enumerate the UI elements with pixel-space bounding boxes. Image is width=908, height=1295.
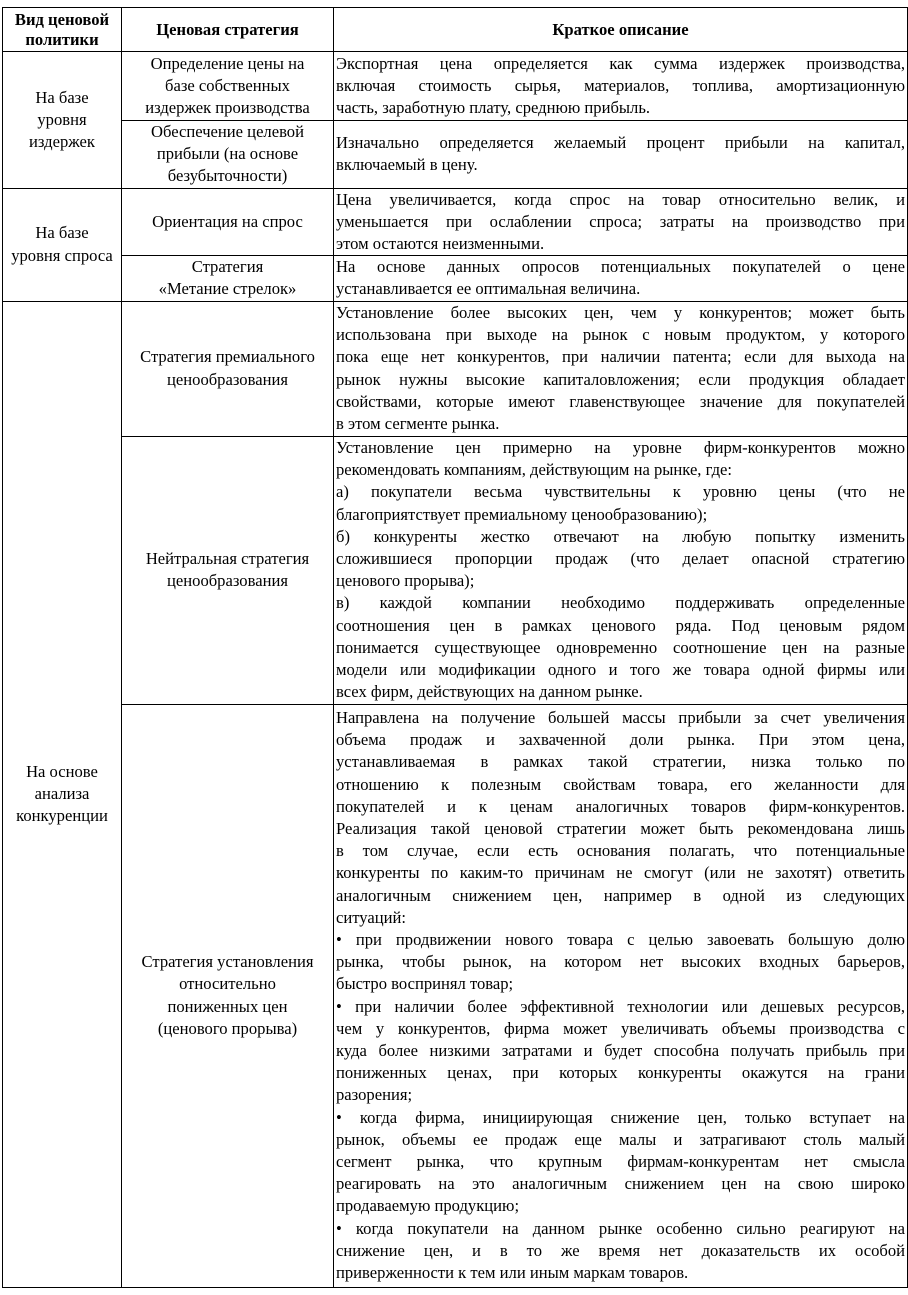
description-line: включая стоимость сырья, материалов, топлива, амортизационную xyxy=(336,75,905,95)
strategy-cell xyxy=(122,301,334,436)
table-row xyxy=(3,704,908,1287)
strategy-line: Стратегия премиального xyxy=(140,347,315,367)
strategy-line: Обеспечение целевой xyxy=(151,122,304,141)
description-line: разорения; xyxy=(336,1085,413,1105)
description-cell xyxy=(334,121,908,189)
policy-type-line: На базе xyxy=(35,223,89,243)
description-line: реагировать на это аналогичным снижением цен на свою широко xyxy=(336,1174,905,1194)
description-line: устанавливаемая в рамках такой стратегии, низка только по xyxy=(336,752,905,772)
strategy-line: «Метание стрелок» xyxy=(158,279,297,299)
description-line: этом остаются неизменными. xyxy=(336,234,545,254)
description-line: покупателей и к ценам аналогичных товаров фирм-конкурентов. xyxy=(336,796,905,816)
description-line: • когда фирма, инициирующая снижение цен, только вступает на xyxy=(336,1107,905,1127)
description-line: Реализация такой ценовой стратегии может быть рекомендована лишь xyxy=(336,819,905,838)
description-line: Изначально определяется желаемый процент прибыли на капитал, xyxy=(336,133,905,153)
strategy-line: Стратегия xyxy=(191,257,264,277)
table-row xyxy=(3,188,908,256)
header-row xyxy=(3,8,908,52)
strategy-line: Определение цены на xyxy=(150,53,305,73)
header-description: Краткое описание xyxy=(334,8,908,52)
description-line: часть, заработную плату, среднюю прибыль. xyxy=(336,98,651,118)
strategy-line: прибыли (на основе xyxy=(156,144,299,164)
description-line: • при продвижении нового товара с целью завоевать большую долю xyxy=(336,930,905,950)
table-row xyxy=(3,52,908,121)
description-line: уменьшается при ослаблении спроса; затраты на производство при xyxy=(336,211,905,231)
strategy-line: издержек производства xyxy=(145,98,310,118)
description-line: Экспортная цена определяется как сумма издержек производства, xyxy=(336,53,905,73)
strategy-cell xyxy=(122,188,334,256)
description-line: ценового прорыва); xyxy=(336,571,475,591)
description-line: приверженности к тем или иным маркам товаров. xyxy=(336,1263,689,1283)
description-line: всех фирм, действующих на данном рынке. xyxy=(336,682,643,702)
strategy-line: (ценового прорыва) xyxy=(157,1018,298,1038)
description-line: модели или модификации одного и того же товара одной фирмы или xyxy=(336,659,905,679)
description-cell xyxy=(334,704,908,1287)
strategy-line: Нейтральная стратегия xyxy=(145,548,310,568)
description-line: Направлена на получение большей массы прибыли за счет увеличения xyxy=(336,707,905,727)
description-line: На основе данных опросов потенциальных покупателей о цене xyxy=(336,257,905,277)
description-line: благоприятствует премиальному ценообразованию); xyxy=(336,504,708,524)
strategy-cell xyxy=(122,52,334,121)
description-line: в этом сегменте рынка. xyxy=(336,414,500,434)
description-cell xyxy=(334,52,908,121)
table-row xyxy=(3,436,908,704)
strategy-line: пониженных цен xyxy=(167,996,288,1016)
description-line: рекомендовать компаниям, действующим на рынке, где: xyxy=(336,460,733,480)
description-line: использована при выходе на рынок с новым продуктом, у которого xyxy=(336,325,905,345)
strategy-cell xyxy=(122,704,334,1287)
policy-type-line: уровня xyxy=(37,109,87,129)
table-row xyxy=(3,121,908,189)
strategy-cell xyxy=(122,121,334,189)
header-policy-type xyxy=(3,8,122,52)
description-line: соотношения цен в рамках ценового ряда. Под ценовым рядом xyxy=(336,615,905,635)
header-strategy: Ценовая стратегия xyxy=(122,8,334,52)
header-policy-line: Вид ценовой xyxy=(14,9,110,29)
strategy-cell xyxy=(122,436,334,704)
description-line: свойствами, которые имеют главенствующее значение для покупателей xyxy=(336,391,905,411)
description-line: конкуренты по каким-то причинам не смогут (или не захотят) ответить xyxy=(336,863,905,883)
description-line: снижение цен, и в то же время нет доказательств их особой xyxy=(336,1240,905,1260)
strategy-line: Ориентация на спрос xyxy=(152,211,303,231)
description-line: аналогичным снижением цен, например в одной из следующих xyxy=(336,885,905,905)
strategy-line: ценообразования xyxy=(167,571,288,591)
description-line: пока еще нет конкурентов, при наличии патента; если для выхода на xyxy=(336,347,905,367)
description-line: отношению к полезным свойствам товара, его желанности для xyxy=(336,774,905,794)
pricing-policy-table xyxy=(2,7,908,1288)
policy-type-line: На основе xyxy=(26,761,98,781)
description-line: сегмент рынка, что крупным фирмам-конкурентам нет смысла xyxy=(336,1152,905,1172)
header-policy-line: политики xyxy=(25,29,99,49)
description-line: в том случае, если есть основания полагать, что потенциальные xyxy=(336,841,905,861)
strategy-line: безубыточности) xyxy=(167,166,288,186)
policy-type-line: На базе xyxy=(35,87,89,107)
table-row xyxy=(3,256,908,301)
description-line: продаваемую продукцию; xyxy=(336,1196,520,1216)
policy-type-line: издержек xyxy=(29,131,95,151)
strategy-line: базе собственных xyxy=(165,75,290,95)
description-line: • когда покупатели на данном рынке особенно сильно реагируют на xyxy=(336,1218,905,1238)
policy-type-cell xyxy=(3,301,122,1287)
description-line: в) каждой компании необходимо поддерживать определенные xyxy=(336,593,905,613)
description-line: Цена увеличивается, когда спрос на товар относительно велик, и xyxy=(336,189,905,209)
description-line: объема продаж и захваченной доли рынка. При этом цена, xyxy=(336,730,905,750)
description-line: включаемый в цену. xyxy=(336,155,478,175)
policy-type-line: уровня спроса xyxy=(11,245,113,265)
policy-type-line: анализа xyxy=(34,784,90,804)
description-line: рынок, объемы ее продаж еще малы и затрагивают столь малый xyxy=(336,1129,905,1149)
policy-type-line: конкуренции xyxy=(16,806,108,826)
description-line: Установление более высоких цен, чем у конкурентов; может быть xyxy=(336,303,905,323)
description-line: понимается существующее одновременно соотношение цен на разные xyxy=(336,637,905,657)
description-cell xyxy=(334,256,908,301)
description-line: пониженных ценах, при которых конкуренты окажутся на грани xyxy=(336,1063,905,1083)
description-line: куда более низкими затратами и будет способна получать прибыль при xyxy=(336,1041,905,1061)
table-body xyxy=(3,52,908,1288)
description-line: чем у конкурентов, фирма может увеличивать объемы производства с xyxy=(336,1018,905,1038)
description-line: ситуаций: xyxy=(336,907,406,927)
description-line: быстро воспринял товар; xyxy=(336,974,514,994)
description-line: а) покупатели весьма чувствительны к уровню цены (что не xyxy=(336,482,905,502)
description-line: • при наличии более эффективной технологии или дешевых ресурсов, xyxy=(336,996,905,1016)
description-cell xyxy=(334,436,908,704)
description-line: рынка, чтобы рынок, на котором нет высоких входных барьеров, xyxy=(336,952,905,972)
policy-type-cell xyxy=(3,188,122,301)
description-line: Установление цен примерно на уровне фирм-конкурентов можно xyxy=(336,437,905,457)
strategy-line: относительно xyxy=(179,974,276,994)
strategy-line: Стратегия установления xyxy=(141,952,314,972)
policy-type-cell xyxy=(3,52,122,189)
description-line: б) конкуренты жестко отвечают на любую попытку изменить xyxy=(336,526,905,546)
description-line: рынок нужны высокие капиталовложения; если продукция обладает xyxy=(336,369,905,389)
strategy-cell xyxy=(122,256,334,301)
description-line: сложившиеся пропорции продаж (что делает опасной стратегию xyxy=(336,548,905,568)
description-cell xyxy=(334,188,908,256)
description-cell xyxy=(334,301,908,436)
table-row xyxy=(3,301,908,436)
strategy-line: ценообразования xyxy=(167,369,288,389)
description-line: устанавливается ее оптимальная величина. xyxy=(336,279,641,299)
